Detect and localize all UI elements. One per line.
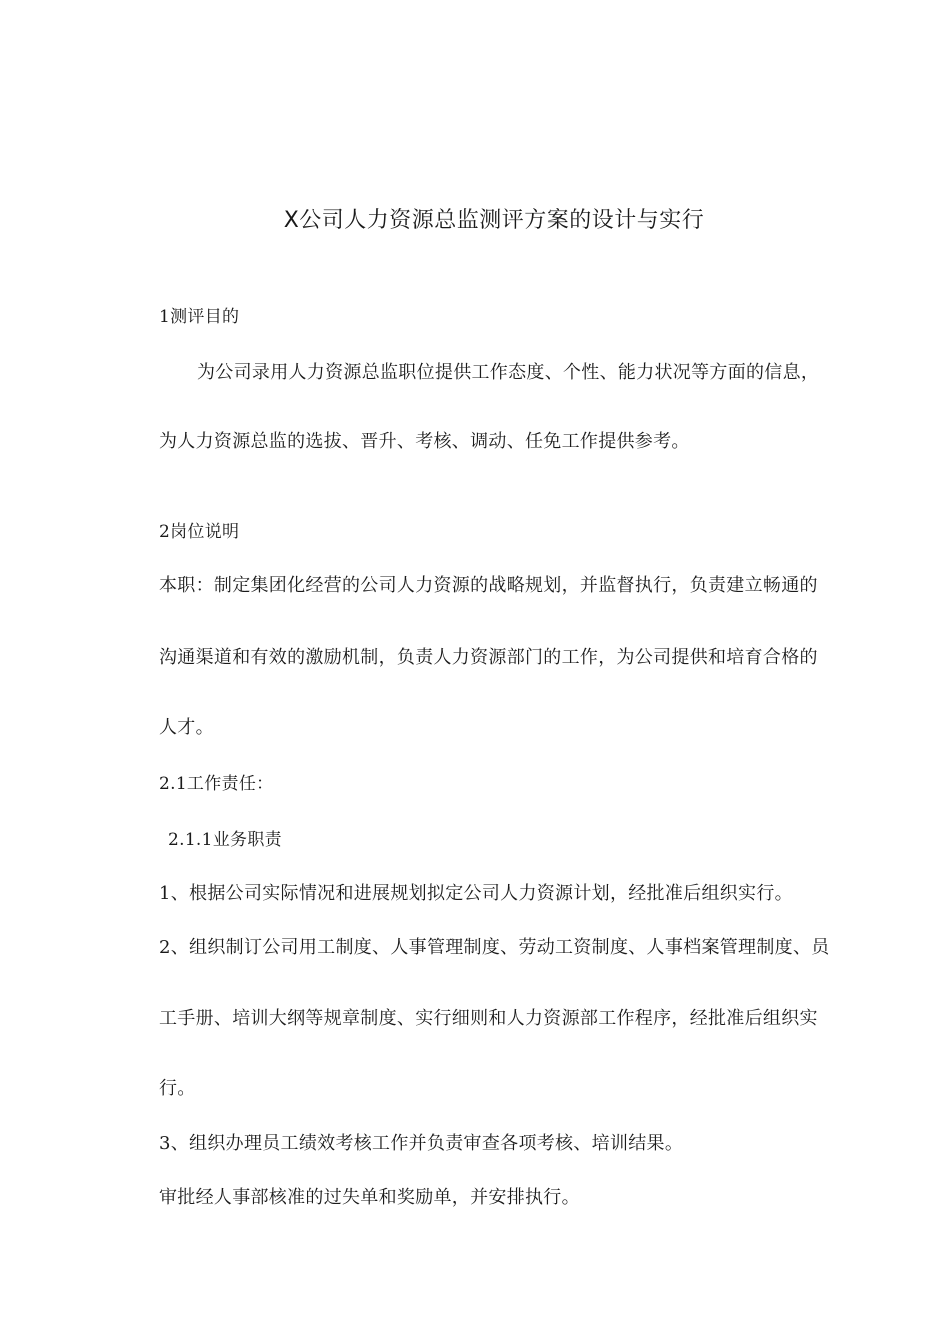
paragraph-line: 为公司录用人力资源总监职位提供工作态度、个性、能力状况等方面的信息， <box>197 362 820 383</box>
paragraph-line: 审批经人事部核准的过失单和奖励单，并安排执行。 <box>159 1187 580 1208</box>
document-title: X公司人力资源总监测评方案的设计与实行 <box>283 208 705 233</box>
section-heading-2: 2岗位说明 <box>159 522 240 542</box>
paragraph-line: 人才。 <box>159 717 214 738</box>
section-heading-1: 1测评目的 <box>159 307 240 327</box>
list-item: 2、组织制订公司用工制度、人事管理制度、劳动工资制度、人事档案管理制度、员 <box>159 937 830 958</box>
subsubsection-heading: 2.1.1业务职责 <box>168 830 282 850</box>
subsection-heading: 2.1工作责任： <box>159 774 274 794</box>
paragraph-line: 为人力资源总监的选拔、晋升、考核、调动、任免工作提供参考。 <box>159 431 690 452</box>
list-item: 3、组织办理员工绩效考核工作并负责审查各项考核、培训结果。 <box>159 1133 684 1154</box>
paragraph-line: 沟通渠道和有效的激励机制，负责人力资源部门的工作，为公司提供和培育合格的 <box>159 647 818 668</box>
list-item-continuation: 行。 <box>159 1078 196 1099</box>
list-item-continuation: 工手册、培训大纲等规章制度、实行细则和人力资源部工作程序，经批准后组织实 <box>159 1008 818 1029</box>
list-item: 1、根据公司实际情况和进展规划拟定公司人力资源计划，经批准后组织实行。 <box>159 883 793 904</box>
paragraph-line: 本职：制定集团化经营的公司人力资源的战略规划，并监督执行，负责建立畅通的 <box>159 575 818 596</box>
